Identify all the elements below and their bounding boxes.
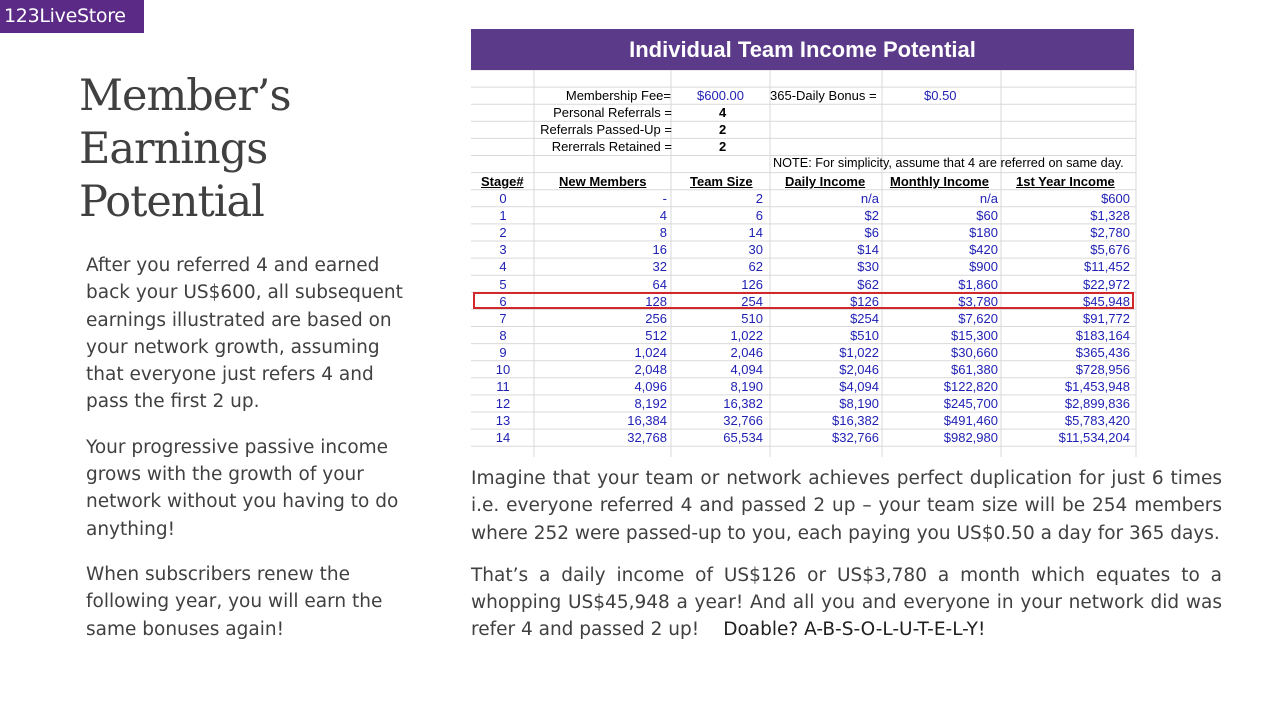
right-paragraph: Imagine that your team or network achieves perfect duplication for just 6 times i.e. everyone referred 4 and passed 2 up – your team size will be 254 members where 252 were passed-up to you, each paying you US$0.50 a day for 365 days.: [471, 468, 1222, 544]
table-cell: 14: [495, 430, 511, 446]
left-text-block: [86, 252, 416, 661]
table-cell: 14: [748, 225, 763, 241]
table-cell: 1: [499, 208, 507, 224]
membership-fee-value: $600.00: [697, 88, 744, 103]
table-row: [471, 395, 1134, 412]
table-cell: 5: [499, 276, 507, 292]
table-cell: 256: [645, 310, 667, 326]
table-row: [471, 190, 1134, 207]
table-cell: $1,453,948: [1064, 379, 1130, 395]
table-cell: $11,534,204: [1058, 430, 1130, 446]
col-header-monthly-income: Monthly Income: [890, 174, 989, 189]
table-cell: $4,094: [839, 379, 879, 395]
table-cell: 32: [652, 259, 667, 275]
table-row: [471, 412, 1134, 429]
table-cell: $7,620: [958, 310, 998, 326]
table-cell: $491,460: [943, 413, 998, 429]
table-cell: $2,899,836: [1064, 396, 1130, 412]
table-cell: 128: [645, 293, 667, 309]
table-cell: $1,022: [839, 344, 879, 360]
table-cell: $11,452: [1083, 259, 1130, 275]
table-row: [471, 378, 1134, 395]
title-line: Earnings: [79, 124, 268, 174]
col-header-year-income: 1st Year Income: [1016, 174, 1115, 189]
table-cell: $45,948: [1083, 293, 1130, 309]
table-cell: 6: [755, 208, 763, 224]
slide-title: [79, 70, 409, 229]
table-row: [471, 429, 1134, 446]
daily-bonus-value: $0.50: [924, 88, 957, 103]
table-cell: 65,534: [723, 430, 763, 446]
table-cell: 16,384: [627, 413, 667, 429]
table-cell: 512: [645, 327, 667, 343]
table-cell: 8: [659, 225, 667, 241]
table-row: [471, 327, 1134, 344]
table-cell: $600: [1101, 191, 1130, 206]
right-text-block: [471, 465, 1222, 659]
table-cell: 62: [748, 259, 763, 275]
left-paragraph: After you referred 4 and earned back your US$600, all subsequent earnings illustrated are based on your network growth, assuming that everyone just refers 4 and pass the first 2 up.: [86, 255, 403, 413]
table-cell: $1,860: [958, 276, 998, 292]
table-cell: $126: [850, 293, 879, 309]
table-row: [471, 258, 1134, 275]
table-cell: $22,972: [1083, 276, 1130, 292]
table-cell: $14: [857, 242, 879, 258]
table-cell: 8: [499, 327, 507, 343]
table-cell: $3,780: [958, 293, 998, 309]
table-cell: 4: [499, 259, 507, 275]
table-cell: 1,022: [730, 327, 763, 343]
table-cell: 32,768: [627, 430, 667, 446]
table-row: [471, 344, 1134, 361]
income-spreadsheet: [471, 29, 1134, 457]
table-cell: 4,094: [730, 362, 763, 377]
table-cell: $2: [864, 208, 879, 224]
membership-fee-label: Membership Fee=: [565, 88, 671, 103]
table-cell: $62: [857, 276, 879, 292]
table-cell: 9: [499, 344, 507, 360]
right-paragraph-text: That’s a daily income of US$126 or US$3,780 a month which equates to a whopping US$45,948 a year! And all you and everyone in your network did was refer 4 and passed 2 up!: [471, 564, 1222, 641]
table-cell: 16: [652, 242, 667, 258]
table-cell: 30: [748, 242, 763, 258]
table-cell: 2,048: [634, 362, 667, 377]
table-cell: $510: [850, 327, 879, 343]
title-line: Member’s: [79, 71, 291, 121]
personal-referrals-label: Personal Referrals =: [553, 105, 672, 120]
table-cell: $365,436: [1075, 344, 1130, 360]
sheet-note: NOTE: For simplicity, assume that 4 are referred on same day.: [773, 156, 1124, 170]
table-cell: $982,980: [943, 430, 998, 446]
col-header-team-size: Team Size: [690, 174, 753, 189]
table-cell: $2,046: [839, 362, 879, 377]
table-cell: $183,164: [1075, 327, 1130, 343]
title-line: Potential: [79, 177, 264, 227]
col-header-stage: Stage#: [481, 174, 524, 189]
table-cell: 16,382: [723, 396, 763, 412]
table-row: [471, 224, 1134, 241]
table-cell: 64: [652, 276, 667, 292]
table-cell: $91,772: [1083, 310, 1130, 326]
doable-callout: Doable? A-B-S-O-L-U-T-E-L-Y!: [723, 619, 986, 641]
table-cell: n/a: [979, 191, 998, 206]
table-cell: 32,766: [723, 413, 763, 429]
table-cell: 1,024: [634, 344, 667, 360]
table-cell: 0: [499, 191, 507, 206]
table-row: [471, 361, 1134, 378]
table-cell: $5,783,420: [1064, 413, 1130, 429]
table-cell: 13: [495, 413, 511, 429]
table-cell: $180: [969, 225, 998, 241]
retained-label: Rererrals Retained =: [551, 139, 672, 154]
table-cell: $5,676: [1090, 242, 1130, 258]
right-paragraph: [471, 562, 1222, 644]
highlighted-row-outline: [473, 292, 1134, 309]
logo: 123LiveStore: [0, 0, 144, 33]
table-cell: $728,956: [1075, 362, 1130, 377]
table-cell: $61,380: [951, 362, 998, 377]
table-cell: n/a: [860, 191, 879, 206]
table-cell: 7: [499, 310, 507, 326]
table-cell: $8,190: [839, 396, 879, 412]
table-cell: $16,382: [832, 413, 879, 429]
left-paragraph: When subscribers renew the following year, you will earn the same bonuses again!: [86, 563, 383, 640]
table-cell: 6: [499, 293, 507, 309]
table-cell: 4: [659, 208, 667, 224]
left-paragraph: Your progressive passive income grows with the growth of your network without you having to do anything!: [86, 436, 399, 540]
retained-value: 2: [719, 139, 727, 154]
table-cell: $2,780: [1090, 225, 1130, 241]
table-cell: 8,190: [730, 379, 763, 395]
table-cell: 10: [495, 362, 511, 377]
table-row: [471, 241, 1134, 258]
table-row: [471, 207, 1134, 224]
table-cell: $60: [976, 208, 998, 224]
table-cell: 3: [499, 242, 507, 258]
table-cell: $6: [864, 225, 879, 241]
table-cell: $1,328: [1090, 208, 1130, 224]
table-cell: -: [662, 191, 667, 206]
col-header-daily-income: Daily Income: [785, 174, 866, 189]
table-cell: 11: [496, 379, 510, 395]
table-cell: 2: [755, 191, 763, 206]
table-cell: $420: [969, 242, 998, 258]
table-cell: 4,096: [634, 379, 667, 395]
table-cell: 254: [741, 293, 763, 309]
table-cell: 2,046: [730, 344, 763, 360]
table-cell: 12: [495, 396, 511, 412]
table-cell: $30: [857, 259, 879, 275]
personal-referrals-value: 4: [719, 105, 727, 120]
table-cell: $900: [969, 259, 998, 275]
col-header-new-members: New Members: [559, 174, 647, 189]
table-cell: 2: [499, 225, 507, 241]
passed-up-label: Referrals Passed-Up =: [540, 122, 672, 137]
passed-up-value: 2: [719, 122, 727, 137]
table-cell: $30,660: [951, 344, 998, 360]
table-cell: $254: [850, 310, 879, 326]
table-cell: 126: [741, 276, 763, 292]
daily-bonus-label: 365-Daily Bonus =: [770, 88, 877, 103]
table-cell: $15,300: [951, 327, 998, 343]
table-cell: 8,192: [634, 396, 667, 412]
table-row: [471, 276, 1134, 293]
table-row: [471, 310, 1134, 327]
sheet-title: Individual Team Income Potential: [471, 29, 1134, 70]
table-cell: 510: [741, 310, 763, 326]
table-cell: $122,820: [943, 379, 998, 395]
table-cell: $245,700: [943, 396, 998, 412]
table-cell: $32,766: [832, 430, 879, 446]
